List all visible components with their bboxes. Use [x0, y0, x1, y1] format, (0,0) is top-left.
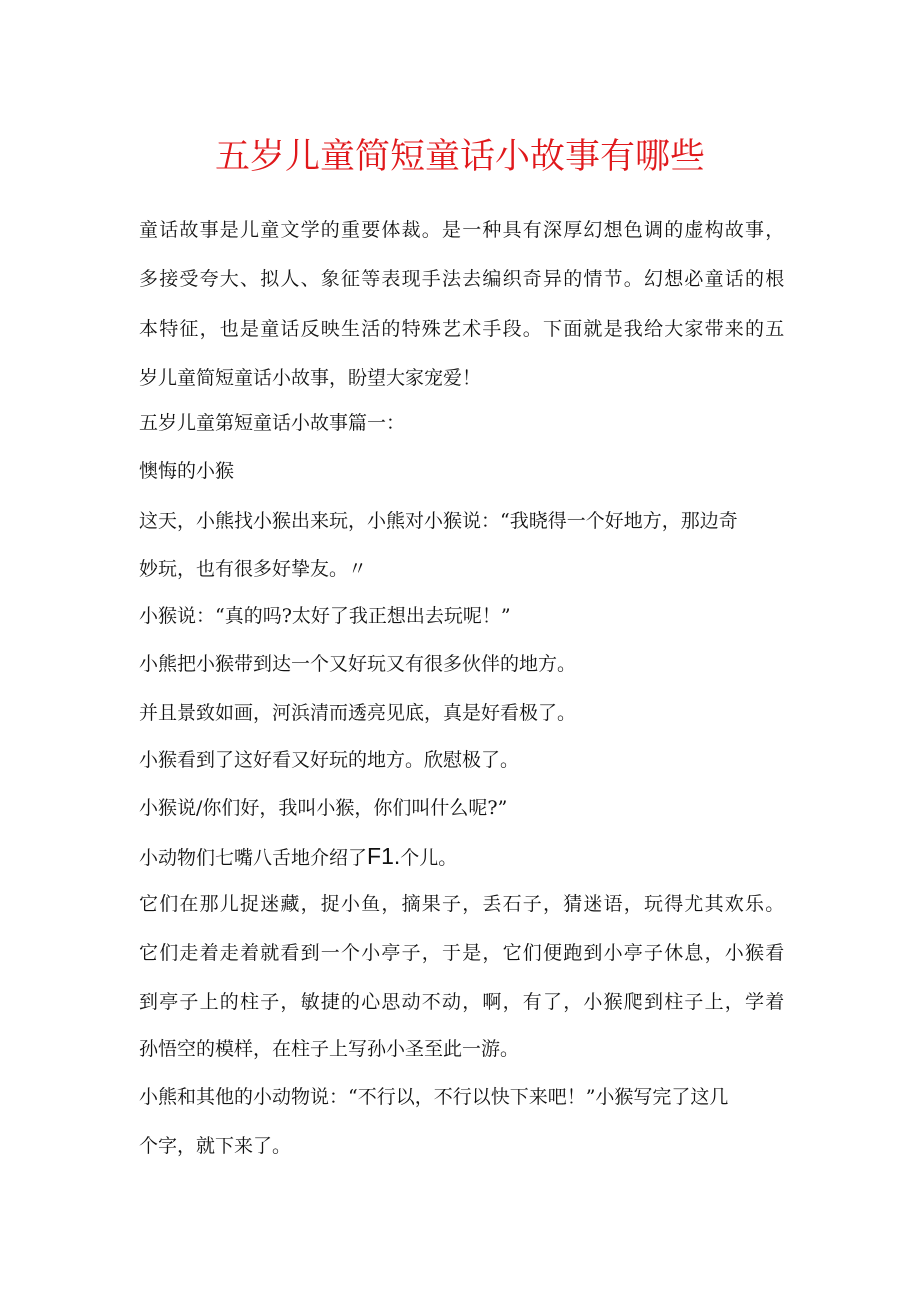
- story-line-text: 小动物们七嘴八舌地介绍了: [139, 847, 368, 869]
- intro-paragraph-line: 岁儿童简短童话小故事，盼望大家宠爱！: [139, 367, 482, 389]
- intro-paragraph-line: 童话故事是儿童文学的重要体裁。是一种具有深厚幻想色调的虚构故事，: [139, 219, 786, 241]
- intro-paragraph-line: 多接受夸大、拟人、象征等表现手法去编织奇异的情节。幻想必童话的根: [139, 268, 786, 290]
- story-line: 个字，就下来了。: [139, 1135, 292, 1157]
- story-line-text: 个儿。: [400, 847, 458, 869]
- story-line: 妙玩，也有很多好挚友。〃: [139, 558, 368, 580]
- document-title: 五岁儿童简短童话小故事有哪些: [214, 137, 705, 177]
- story-line: 小猴说/你们好，我叫小猴，你们叫什么呢?”: [139, 797, 508, 819]
- story-line: 小猴说：“真的吗?太好了我正想出去玩呢！”: [139, 605, 511, 627]
- section-heading: 五岁儿童第短童话小故事篇一：: [139, 412, 406, 434]
- story-line: 并且景致如画，河浜清而透亮见底，真是好看极了。: [139, 702, 577, 724]
- story-line-mark: F1.: [367, 843, 401, 869]
- intro-paragraph-line: 本特征，也是童话反映生活的特殊艺术手段。下面就是我给大家带来的五: [139, 318, 786, 340]
- story-line: 这天，小熊找小猴出来玩，小熊对小猴说：“我晓得一个好地方，那边奇: [139, 510, 738, 532]
- story-line: 孙悟空的模样，在柱子上写孙小圣至此一游。: [139, 1038, 520, 1060]
- story-line: 小猴看到了这好看又好玩的地方。欣慰极了。: [139, 749, 520, 771]
- story-line-introductions: [139, 843, 457, 869]
- story-line: 它们走着走着就看到一个小亭子，于是，它们便跑到小亭子休息，小猴看: [139, 942, 786, 964]
- story-line: 到亭子上的柱子，敏捷的心思动不动，啊，有了，小猴爬到柱子上，学着: [139, 991, 786, 1013]
- story-line: 它们在那儿捉迷藏，捉小鱼，摘果子，丢石子，猜迷语，玩得尤其欢乐。: [139, 893, 786, 915]
- story-line: 小熊和其他的小动物说：“不行以，不行以快下来吧！”小猴写完了这几: [139, 1086, 729, 1108]
- story-line: 小熊把小猴带到达一个又好玩又有很多伙伴的地方。: [139, 653, 577, 675]
- story-title: 懊悔的小猴: [139, 460, 235, 482]
